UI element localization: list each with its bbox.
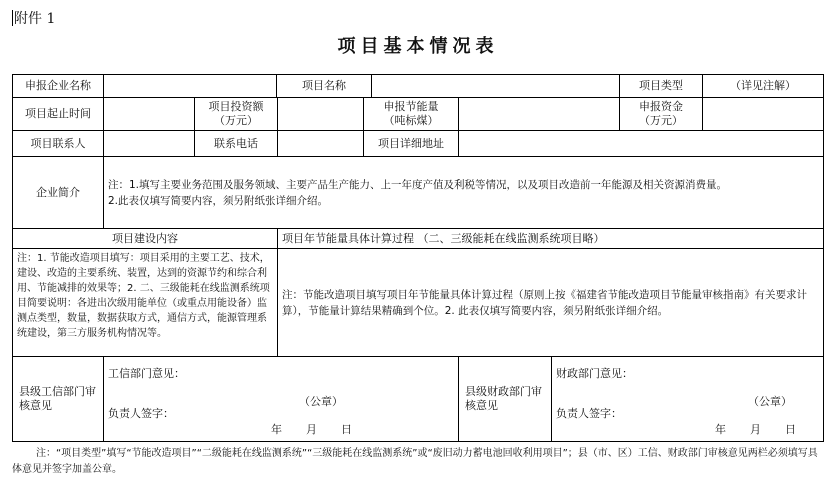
attachment-label: [12, 8, 55, 28]
funding-unit: （万元）: [639, 114, 683, 127]
it-seal: （公章）: [299, 395, 343, 408]
energy-label: 申报节能量: [383, 100, 439, 113]
it-day: 日: [341, 423, 352, 436]
calculation-label: 项目年节能量具体计算过程 （二、三级能耗在线监测系统项目略）: [277, 228, 824, 249]
project-type-value[interactable]: （详见注解）: [702, 74, 824, 98]
applicant-label: 申报企业名称: [12, 74, 104, 98]
investment-label: 项目投资额: [208, 100, 264, 113]
it-year: 年: [271, 423, 282, 436]
text-cursor: [12, 10, 13, 26]
period-value-cell[interactable]: [103, 97, 195, 131]
calculation-note: 注：节能改造项目填写项目年节能量具体计算过程（原则上按《福建省节能改造项目节能量审核指南》有关要求计算），节能量计算结果精确到个位。2. 此表仅填写简要内容，须另附纸张详细介绍。: [282, 288, 807, 317]
period-label: 项目起止时间: [12, 97, 104, 131]
project-type-label: 项目类型: [619, 74, 703, 98]
county-it-label: 县级工信部门审核意见: [19, 385, 96, 412]
profile-note-1: 注：1.填写主要业务范围及服务领域、主要产品生产能力、上一年度产值及利税等情况，以及项目改造前一年能源及相关资源消费量。: [108, 179, 728, 191]
attachment-text: 附件 1: [14, 11, 56, 27]
contact-label: 项目联系人: [12, 130, 104, 157]
address-value-cell[interactable]: [458, 130, 824, 157]
finance-year: 年: [715, 423, 726, 436]
applicant-value-cell[interactable]: [103, 74, 277, 98]
finance-seal: （公章）: [748, 395, 792, 408]
energy-unit: （吨标煤）: [383, 114, 439, 127]
county-finance-label-cell: [458, 356, 552, 442]
profile-note-2: 2.此表仅填写简要内容，须另附纸张详细介绍。: [108, 195, 329, 207]
energy-label-cell: [363, 97, 459, 131]
funding-value-cell[interactable]: [702, 97, 824, 131]
page-title: 项目基本情况表: [337, 36, 499, 57]
profile-note-cell[interactable]: [103, 156, 824, 229]
it-opinion-label: 工信部门意见：: [108, 367, 185, 380]
county-it-label-cell: [12, 356, 104, 442]
it-signer: 负责人签字：: [108, 407, 174, 420]
construction-note-cell[interactable]: [12, 248, 278, 357]
phone-value-cell[interactable]: [277, 130, 364, 157]
county-finance-label: 县级财政部门审核意见: [465, 385, 542, 412]
construction-note: 注：1. 节能改造项目填写：项目采用的主要工艺、技术，建设、改造的主要系统、装置，达到的资源节约和综合利用、节能减排的效果等；2. 二、三级能耗在线监测系统项目简要说明：各进出次级用能单位（或重点用能设备）监测点类型，数量，数据获取方式，通信方式，能源管理系统建设，第三方服务机构情况等。: [17, 253, 270, 339]
finance-month: 月: [750, 423, 761, 436]
finance-signer: 负责人签字：: [556, 407, 622, 420]
investment-value-cell[interactable]: [277, 97, 364, 131]
investment-unit: （万元）: [214, 114, 258, 127]
project-name-label: 项目名称: [276, 74, 372, 98]
address-label: 项目详细地址: [363, 130, 459, 157]
it-opinion-cell[interactable]: [103, 356, 459, 442]
calculation-note-cell[interactable]: [277, 248, 824, 357]
phone-label: 联系电话: [194, 130, 278, 157]
construction-label: 项目建设内容: [12, 228, 278, 249]
profile-label: 企业简介: [12, 156, 104, 229]
energy-value-cell[interactable]: [458, 97, 620, 131]
footnote: 注：“项目类型”填写“节能改造项目”“二级能耗在线监测系统”“三级能耗在线监测系统”或“废旧动力蓄电池回收利用项目”；县（市、区）工信、财政部门审核意见两栏必须填写具体意见并签字加盖公章。: [12, 448, 818, 475]
finance-opinion-cell[interactable]: [551, 356, 824, 442]
it-month: 月: [306, 423, 317, 436]
finance-day: 日: [785, 423, 796, 436]
finance-opinion-label: 财政部门意见：: [556, 367, 633, 380]
funding-label-cell: [619, 97, 703, 131]
project-name-value-cell[interactable]: [371, 74, 620, 98]
contact-value-cell[interactable]: [103, 130, 195, 157]
funding-label: 申报资金: [639, 100, 683, 113]
investment-label-cell: [194, 97, 278, 131]
